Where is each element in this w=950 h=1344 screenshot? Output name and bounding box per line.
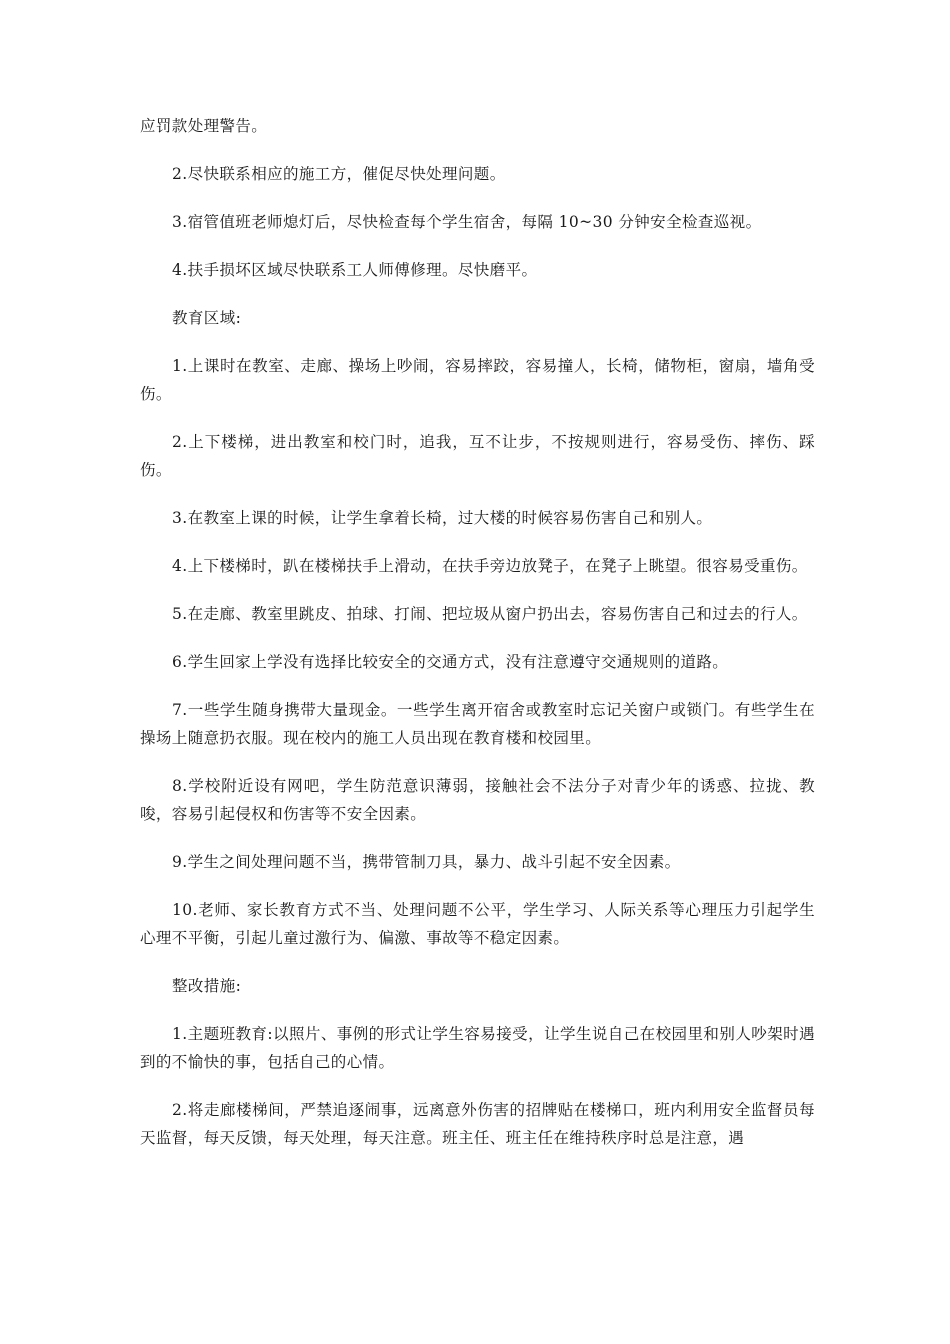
list-item: 8.学校附近设有网吧，学生防范意识薄弱，接触社会不法分子对青少年的诱惑、拉拢、教唆，容易引起侵权和伤害等不安全因素。 — [140, 777, 815, 823]
list-item: 3.宿管值班老师熄灯后，尽快检查每个学生宿舍，每隔 10~30 分钟安全检查巡视。 — [172, 213, 762, 231]
list-item: 3.在教室上课的时候，让学生拿着长椅，过大楼的时候容易伤害自己和别人。 — [172, 509, 713, 527]
list-item: 1.主题班教育:以照片、事例的形式让学生容易接受，让学生说自己在校园里和别人吵架时遇到的不愉快的事，包括自己的心情。 — [140, 1025, 815, 1071]
document-page — [140, 112, 815, 1172]
list-item: 4.扶手损坏区域尽快联系工人师傅修理。尽快磨平。 — [172, 261, 538, 279]
list-item: 1.上课时在教室、走廊、操场上吵闹，容易摔跤，容易撞人，长椅，储物柜，窗扇，墙角受伤。 — [140, 357, 815, 403]
list-item: 9.学生之间处理问题不当，携带管制刀具，暴力、战斗引起不安全因素。 — [172, 853, 681, 871]
list-item: 6.学生回家上学没有选择比较安全的交通方式，没有注意遵守交通规则的道路。 — [172, 653, 729, 671]
paragraph-continuation: 应罚款处理警告。 — [140, 117, 268, 135]
list-item: 4.上下楼梯时，趴在楼梯扶手上滑动，在扶手旁边放凳子，在凳子上眺望。很容易受重伤。 — [172, 557, 808, 575]
list-item: 2.尽快联系相应的施工方，催促尽快处理问题。 — [172, 165, 506, 183]
list-item: 7.一些学生随身携带大量现金。一些学生离开宿舍或教室时忘记关窗户或锁门。有些学生在操场上随意扔衣服。现在校内的施工人员出现在教育楼和校园里。 — [140, 701, 815, 747]
list-item: 5.在走廊、教室里跳皮、拍球、打闹、把垃圾从窗户扔出去，容易伤害自己和过去的行人。 — [172, 605, 808, 623]
list-item: 10.老师、家长教育方式不当、处理问题不公平，学生学习、人际关系等心理压力引起学生心理不平衡，引起儿童过激行为、偏激、事故等不稳定因素。 — [140, 901, 815, 947]
list-item: 2.上下楼梯，进出教室和校门时，追我，互不让步，不按规则进行，容易受伤、摔伤、踩伤。 — [140, 433, 815, 479]
section-heading-rectification-measures: 整改措施: — [172, 977, 242, 995]
section-heading-education-area: 教育区域: — [172, 309, 242, 327]
list-item: 2.将走廊楼梯间，严禁追逐闹事，远离意外伤害的招牌贴在楼梯口，班内利用安全监督员每天监督，每天反馈，每天处理，每天注意。班主任、班主任在维持秩序时总是注意，遇 — [140, 1101, 815, 1147]
